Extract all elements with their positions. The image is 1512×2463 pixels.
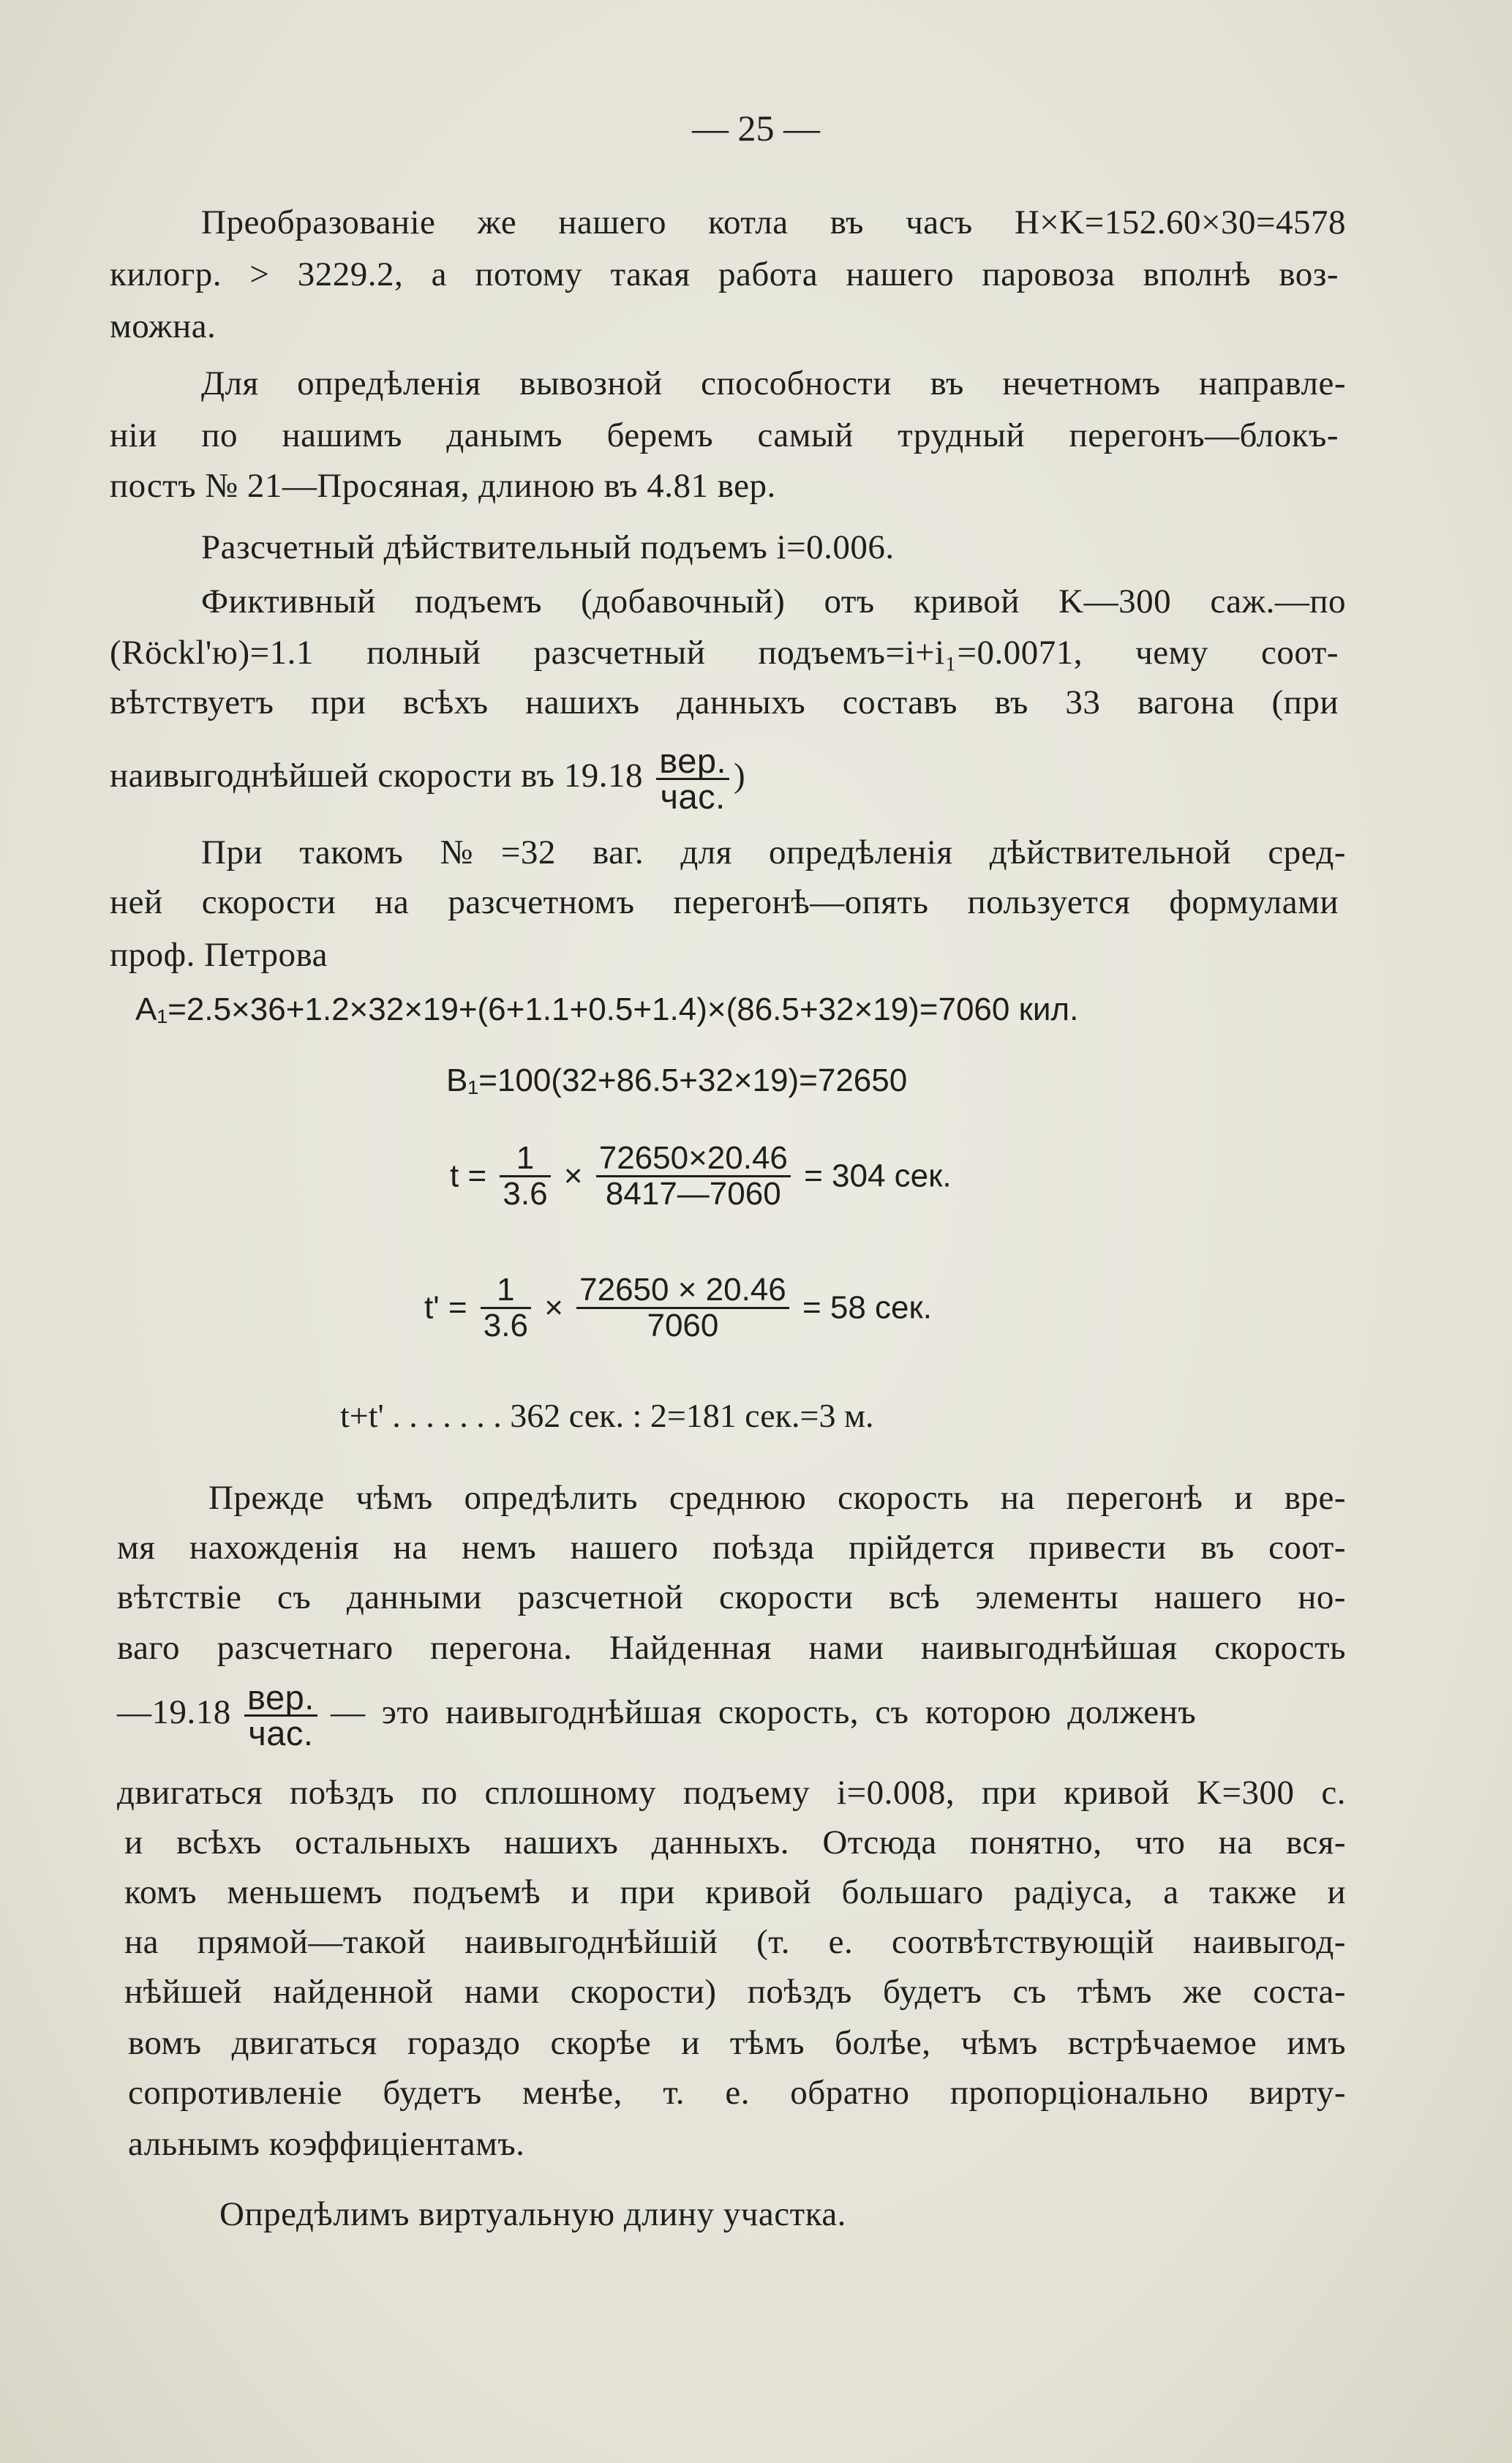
paragraph-6-line-2: мя нахожденія на немъ нашего поѣзда прійдется привести въ соот- <box>117 1529 1346 1567</box>
fraction-numerator: 1 <box>481 1273 531 1309</box>
formula-t-result: = 304 сек. <box>804 1158 952 1194</box>
paragraph-6-line-10: нѣйшей найденной нами скорости) поѣздъ будетъ съ тѣмъ же соста- <box>124 1973 1346 2011</box>
fraction-numerator: вер. <box>244 1681 317 1717</box>
paragraph-2-line-3: постъ № 21—Просяная, длиною въ 4.81 вер. <box>110 467 776 505</box>
paragraph-4-line-1: Фиктивный подъемъ (добавочный) отъ кривой K—300 саж.—по <box>201 582 1346 621</box>
fraction-numerator: 1 <box>500 1141 550 1177</box>
paragraph-4-line-2: (Röckl'ю)=1.1 полный разсчетный подъемъ=i+i₁=0.0071, чему соот- <box>110 634 1339 672</box>
paragraph-7-line-1: Опредѣлимъ виртуальную длину участка. <box>219 2195 846 2233</box>
formula-t-prime <box>424 1273 932 1343</box>
formula-t-fraction-2 <box>596 1141 791 1211</box>
paragraph-6-line-7: и всѣхъ остальныхъ нашихъ данныхъ. Отсюда понятно, что на вся- <box>124 1823 1346 1862</box>
fraction-denominator: час. <box>248 1713 314 1752</box>
paragraph-4-line-4 <box>110 739 745 814</box>
times-sign: × <box>544 1289 563 1326</box>
formula-sum: t+t' . . . . . . . 362 сек. : 2=181 сек.=3 м. <box>340 1397 874 1434</box>
fraction-denominator: 3.6 <box>503 1176 548 1212</box>
fraction-numerator: вер. <box>656 744 729 780</box>
paragraph-6-line-5 <box>117 1676 1346 1750</box>
paragraph-3-line-1: Разсчетный дѣйствительный подъемъ i=0.006. <box>201 528 895 566</box>
paragraph-6-line-1: Прежде чѣмъ опредѣлить среднюю скорость на перегонѣ и вре- <box>208 1479 1346 1517</box>
formula-t-prime-result: = 58 сек. <box>802 1289 932 1326</box>
formula-t-fraction-1 <box>500 1141 550 1211</box>
paragraph-5-line-3: проф. Петрова <box>110 936 328 974</box>
page-number: — 25 — <box>692 108 820 149</box>
paragraph-2-line-1: Для опредѣленія вывозной способности въ нечетномъ направле- <box>201 364 1346 402</box>
paragraph-5-line-1: При такомъ №=32 ваг. для опредѣленія дѣйствительной сред- <box>201 833 1346 871</box>
speed-unit-fraction <box>656 741 729 816</box>
speed-value-text: —19.18 <box>117 1693 231 1731</box>
formula-t-prime-lhs: t' = <box>424 1289 467 1326</box>
formula-b1: B₁=100(32+86.5+32×19)=72650 <box>446 1062 908 1098</box>
paragraph-6-line-3: вѣтствіе съ данными разсчетной скорости всѣ элементы нашего но- <box>117 1578 1346 1616</box>
formula-t <box>450 1141 952 1211</box>
speed-description-text: — это наивыгоднѣйшая скорость, съ которою долженъ <box>331 1693 1197 1731</box>
formula-t-lhs: t = <box>450 1158 487 1194</box>
fraction-numerator: 72650 × 20.46 <box>576 1273 789 1309</box>
paragraph-6-line-6: двигаться поѣздъ по сплошному подъему i=0.008, при кривой K=300 с. <box>117 1774 1346 1812</box>
paragraph-6-line-12: сопротивленіе будетъ менѣе, т. е. обратно пропорціонально вирту- <box>128 2074 1346 2112</box>
fraction-denominator: 7060 <box>647 1308 719 1343</box>
speed-unit-fraction <box>244 1677 317 1752</box>
paragraph-6-line-11: вомъ двигаться гораздо скорѣе и тѣмъ болѣе, чѣмъ встрѣчаемое имъ <box>128 2024 1346 2062</box>
times-sign: × <box>563 1158 583 1194</box>
paragraph-1-line-3: можна. <box>110 307 217 345</box>
paragraph-6-line-8: комъ меньшемъ подъемѣ и при кривой большаго радіуса, а также и <box>124 1873 1346 1911</box>
optimal-speed-text: наивыгоднѣйшей скорости въ 19.18 <box>110 757 643 795</box>
fraction-denominator: час. <box>660 776 726 816</box>
formula-t-prime-fraction-1 <box>481 1273 531 1343</box>
paragraph-1-line-1: Преобразованіе же нашего котла въ часъ H×K=152.60×30=4578 <box>201 203 1346 241</box>
fraction-denominator: 3.6 <box>483 1308 528 1343</box>
paragraph-2-line-2: ніи по нашимъ данымъ беремъ самый трудный перегонъ—блокъ- <box>110 416 1339 454</box>
paragraph-5-line-2: ней скорости на разсчетномъ перегонѣ—опять пользуется формулами <box>110 883 1339 921</box>
paragraph-6-line-9: на прямой—такой наивыгоднѣйшій (т. е. соотвѣтствующій наивыгод- <box>124 1923 1346 1961</box>
fraction-numerator: 72650×20.46 <box>596 1141 791 1177</box>
paragraph-1-line-2: килогр. > 3229.2, а потому такая работа нашего паровоза вполнѣ воз- <box>110 255 1339 293</box>
formula-t-prime-fraction-2 <box>576 1273 789 1343</box>
closing-paren: ) <box>734 757 746 795</box>
paragraph-6-line-13: альнымъ коэффиціентамъ. <box>128 2125 525 2163</box>
formula-a1: A₁=2.5×36+1.2×32×19+(6+1.1+0.5+1.4)×(86.5+32×19)=7060 кил. <box>135 991 1079 1027</box>
paragraph-4-line-3: вѣтствуетъ при всѣхъ нашихъ данныхъ составъ въ 33 вагона (при <box>110 683 1339 721</box>
paragraph-6-line-4: ваго разсчетнаго перегона. Найденная нами наивыгоднѣйшая скорость <box>117 1629 1346 1667</box>
fraction-denominator: 8417—7060 <box>605 1176 781 1212</box>
